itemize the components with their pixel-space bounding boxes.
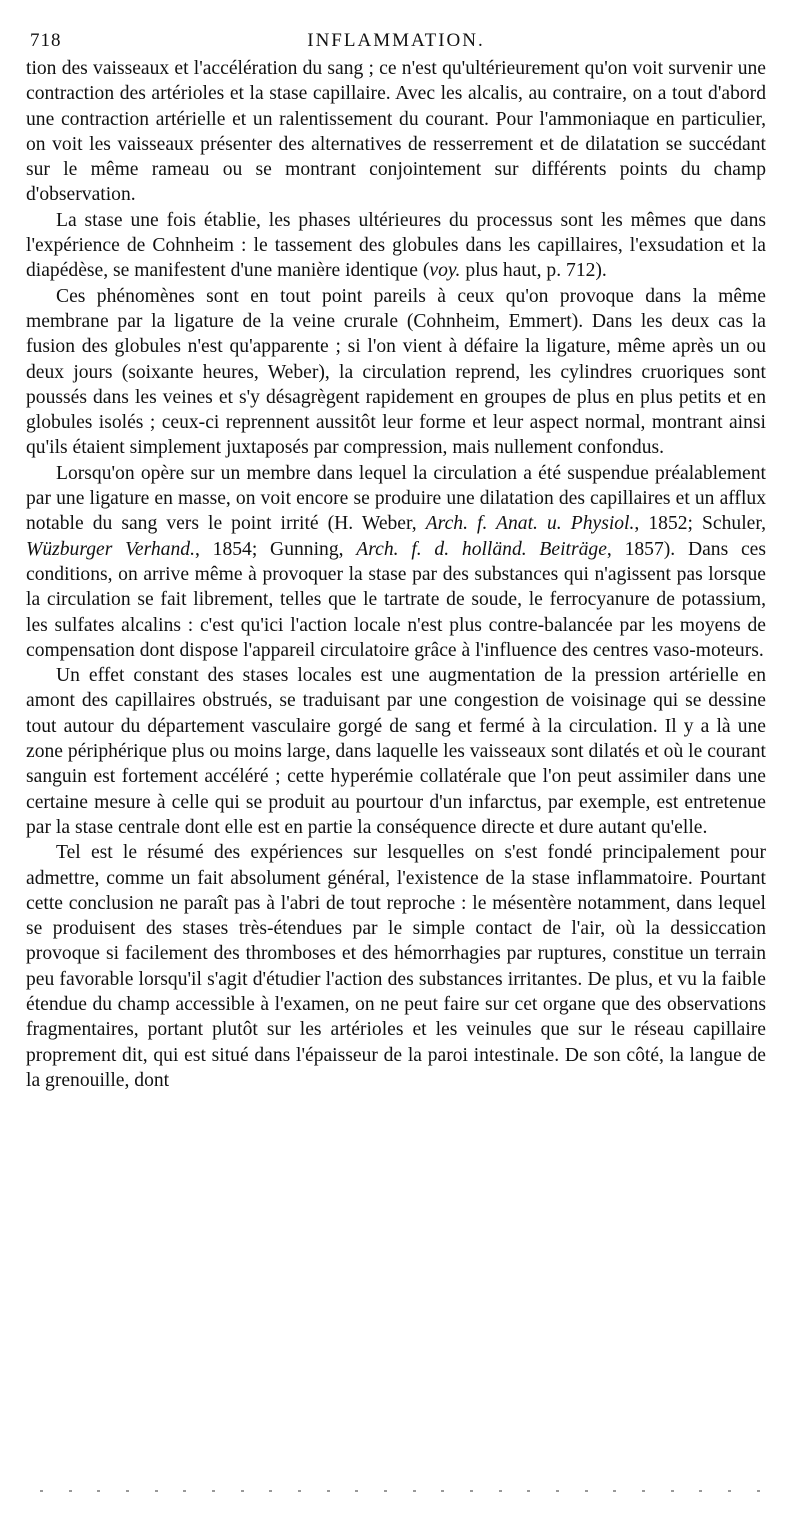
text-run: La stase une fois établie, les phases ultérieures du processus sont les mêmes que dans l'expérience de Cohnheim : le tassement des globules dans les capillaires, l'exsudation et la diapédèse, se manifestent d'une manière identique (: [26, 209, 766, 282]
body-text: [26, 56, 766, 1093]
running-title: INFLAMMATION.: [307, 30, 485, 51]
page-header: [26, 28, 766, 56]
text-run: Ces phénomènes sont en tout point pareils à ceux qu'on provoque dans la même membrane par la ligature de la veine crurale (Cohnheim, Emmert). Dans les deux cas la fusion des globules n'est qu'apparente ; si l'on vient à défaire la ligature, même après un ou deux jours (soixante heures, Weber), la circulation reprend, les cylindres cruoriques sont poussés dans les veines et s'y désagrègent rapidement en groupes de plus en plus petits et en globules isolés ; ceux-ci reprennent aussitôt leur forme et leur aspect normal, montrant ainsi qu'ils étaient simplement juxtaposés par compression, mais nullement confondus.: [26, 285, 766, 459]
scan-mark: [527, 1490, 530, 1492]
scan-mark: [556, 1490, 559, 1492]
text-run: Un effet constant des stases locales est une augmentation de la pression artérielle en amont des capillaires obstrués, se traduisant par une congestion de voisinage qui se dessine tout autour du département vasculaire gorgé de sang et fermé à la circulation. Il y a là une zone périphérique plus ou moins large, dans laquelle les vaisseaux sont dilatés et où le courant sanguin est fortement accéléré ; cette hyperémie collatérale que l'on peut assimiler dans une certaine mesure à celle qui se produit au pourtour d'un infarctus, par exemple, est entretenue par la stase centrale dont elle est en partie la conséquence directe et dure autant qu'elle.: [26, 665, 766, 838]
italic-citation: Arch. f. Anat. u. Physiol.: [425, 513, 635, 535]
scan-mark: [585, 1490, 588, 1492]
paragraph: [26, 208, 766, 284]
scan-mark: [327, 1490, 330, 1492]
text-run: , 1852; Schuler,: [634, 513, 766, 535]
scan-mark: [499, 1490, 502, 1492]
scan-mark: [126, 1490, 129, 1492]
paragraph: [26, 663, 766, 840]
paragraph: [26, 461, 766, 663]
paragraph: [26, 284, 766, 461]
scan-mark: [269, 1490, 272, 1492]
scan-mark: [241, 1490, 244, 1492]
text-run: , 1857). Dans ces conditions, on arrive même à provoquer la stase par des substances qui n'agissent pas lorsque la circulation se fait librement, telles que le tartrate de soude, le ferrocyanure de potassium, les sulfates alcalins : c'est qu'ici l'action locale n'est plus contre-balancée par les moyens de compensation dont dispose l'appareil circulatoire grâce à l'influence des centres vaso-moteurs.: [26, 538, 767, 661]
scan-mark: [212, 1490, 215, 1492]
scan-mark: [642, 1490, 645, 1492]
text-run: Lorsqu'on opère sur un membre dans lequel la circulation a été suspendue préalablement par une ligature en masse, on voit encore se produire une dilatation des capillaires et un afflux notable du sang vers le point irrité (H. Weber,: [26, 462, 766, 535]
page-number: 718: [30, 30, 62, 51]
scan-mark: [671, 1490, 674, 1492]
scan-mark: [699, 1490, 702, 1492]
italic-citation: Arch. f. d. holländ. Beiträge: [356, 538, 607, 560]
italic-citation: Wüzburger Verhand.: [26, 538, 195, 560]
paragraph: [26, 56, 766, 208]
paragraph: [26, 840, 766, 1093]
scan-mark: [413, 1490, 416, 1492]
text-run: Tel est le résumé des expériences sur lesquelles on s'est fondé principalement pour admettre, comme un fait absolument général, l'existence de la stase inflammatoire. Pourtant cette conclusion ne paraît pas à l'abri de tout reproche : le mésentère notamment, dans lequel se produisent des stases très-étendues par le simple contact de l'air, où la dessiccation provoque si facilement des thromboses et des hémorrhagies par ruptures, constitue un terrain peu favorable lorsqu'il s'agit d'étudier l'action des substances irritantes. De plus, et vu la faible étendue du champ accessible à l'examen, on ne peut faire sur cet organe que des observations fragmentaires, portant plutôt sur les artérioles et les veinules que sur le réseau capillaire proprement dit, qui est situé dans l'épaisseur de la paroi intestinale. De son côté, la langue de la grenouille, dont: [26, 842, 766, 1091]
scan-mark: [728, 1490, 731, 1492]
scan-mark: [470, 1490, 473, 1492]
text-run: , 1854; Gunning,: [194, 538, 357, 560]
text-run: tion des vaisseaux et l'accélération du sang ; ce n'est qu'ultérieurement qu'on voit survenir une contraction des artérioles et la stase capillaire. Avec les alcalis, au contraire, on a tout d'abord une contraction artérielle et un ralentissement du courant. Pour l'ammoniaque en particulier, on voit les vaisseaux présenter des alternatives de resserrement et de dilatation se succédant sur le même rameau ou se montrant conjointement sur différents points du champ d'observation.: [26, 58, 766, 206]
text-run: plus haut, p. 712).: [460, 260, 607, 282]
scan-mark: [441, 1490, 444, 1492]
document-page: [26, 28, 766, 1093]
scan-mark: [155, 1490, 158, 1492]
scan-mark: [40, 1490, 43, 1492]
italic-citation: voy.: [429, 260, 461, 282]
footer-scan-marks: [40, 1488, 760, 1494]
scan-mark: [757, 1490, 760, 1492]
scan-mark: [97, 1490, 100, 1492]
scan-mark: [183, 1490, 186, 1492]
scan-mark: [298, 1490, 301, 1492]
scan-mark: [613, 1490, 616, 1492]
scan-mark: [384, 1490, 387, 1492]
scan-mark: [69, 1490, 72, 1492]
scan-mark: [355, 1490, 358, 1492]
